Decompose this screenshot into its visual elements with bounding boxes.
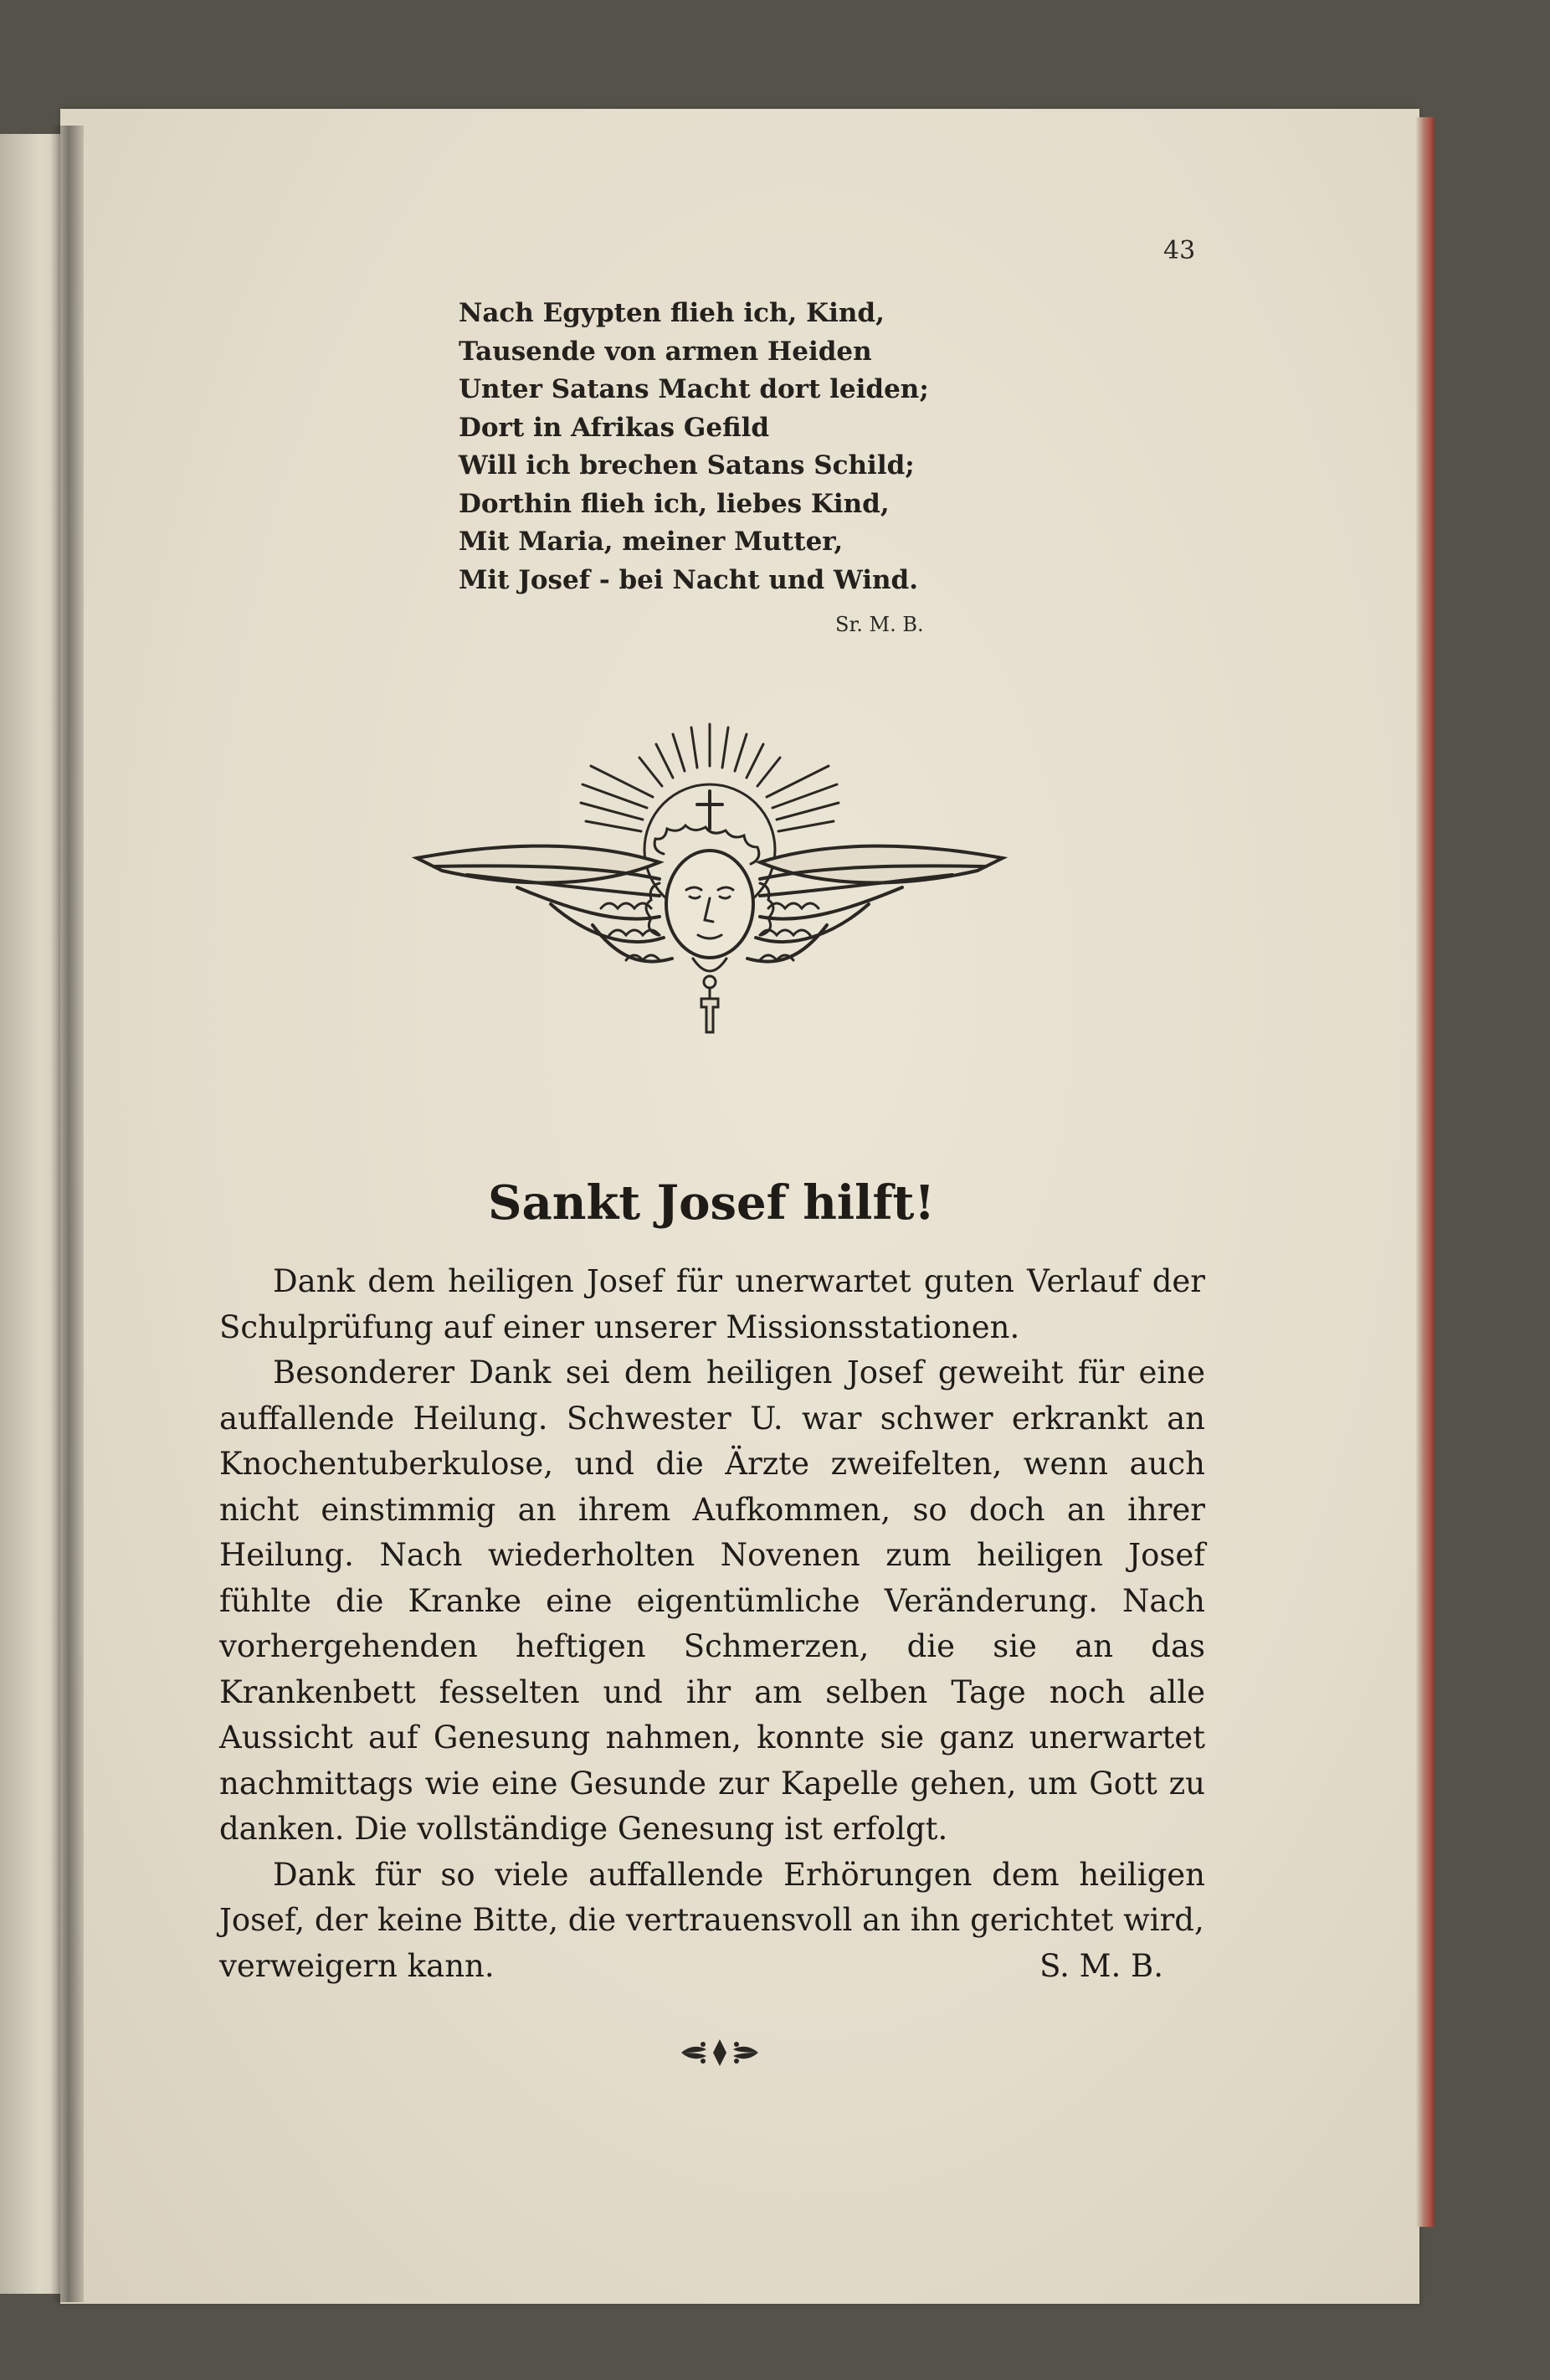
- article-body: [219, 1259, 1205, 1989]
- poem-line: Tausende von armen Heiden: [459, 336, 872, 367]
- article-title: Sankt Josef hilft!: [488, 1175, 935, 1231]
- article-signature: S. M. B.: [1039, 1947, 1163, 1984]
- poem-line: Will ich brechen Satans Schild;: [459, 450, 915, 481]
- poem: [459, 295, 1044, 599]
- closing-line: [219, 1944, 1205, 1990]
- article-paragraph: Dank dem heiligen Josef für unerwartet guten Verlauf der Schulprüfung auf einer unserer Missionsstationen.: [219, 1263, 1205, 1345]
- article-paragraph: Besonderer Dank sei dem heiligen Josef geweiht für eine auffallende Heilung. Schwester U. war schwer erkrankt an Knochentuberkulose, und die Ärzte zweifelten, wenn auch nicht einstimmig an ihrem Aufkommen, so doch an ihrer Heilung. Nach wiederholten Novenen zum heiligen Josef fühlte die Kranke eine eigentümliche Veränderung. Nach vorhergehenden heftigen Schmerzen, die sie an das Krankenbett fesselten und ihr am selben Tage noch alle Aussicht auf Genesung nahmen, konnte sie ganz unerwartet nachmittags wie eine Gesunde zur Kapelle gehen, um Gott zu danken. Die vollständige Genesung ist erfolgt.: [219, 1354, 1205, 1847]
- poem-line: Mit Josef - bei Nacht und Wind.: [459, 564, 919, 595]
- poem-line: Dort in Afrikas Gefild: [459, 412, 770, 443]
- fleuron-ornament-icon: [678, 2034, 762, 2071]
- spine-shadow: [50, 126, 84, 2302]
- closing-text: verweigern kann.: [219, 1947, 495, 1984]
- poem-line: Unter Satans Macht dort leiden;: [459, 374, 929, 404]
- page-number: 43: [1163, 236, 1196, 265]
- poem-line: Dorthin flieh ich, liebes Kind,: [459, 488, 890, 519]
- page-edge-red: [1416, 117, 1435, 2227]
- poem-line: Nach Egypten flieh ich, Kind,: [459, 298, 885, 328]
- article-paragraph: Dank für so viele auffallende Erhörungen dem heiligen Josef, der keine Bitte, die vertrauensvoll an ihn gerichtet wird,: [219, 1856, 1205, 1938]
- poem-signature: Sr. M. B.: [835, 613, 924, 636]
- poem-line: Mit Maria, meiner Mutter,: [459, 527, 844, 557]
- winged-angel-head-icon: [408, 716, 1011, 1088]
